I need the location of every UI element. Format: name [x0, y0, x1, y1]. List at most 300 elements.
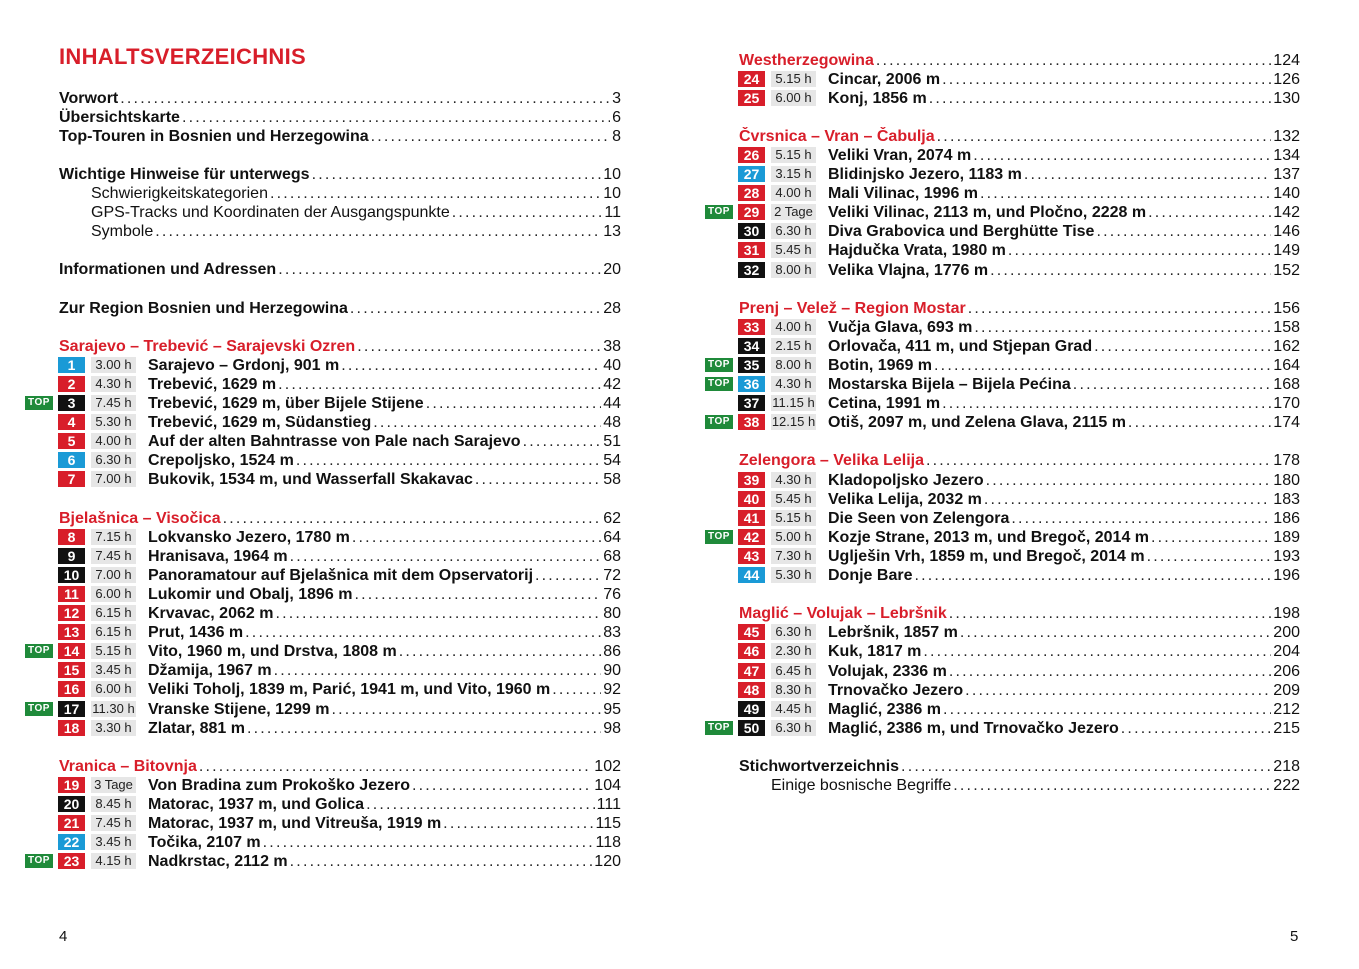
entry-line [828, 566, 1300, 585]
entry-title: Crepoljsko, 1524 m [148, 452, 294, 470]
tour-entry[interactable] [25, 776, 621, 795]
tour-number-badge: 31 [738, 242, 765, 258]
entry-line [828, 662, 1300, 681]
entry-title: Veliki Vilinac, 2113 m, und Pločno, 2228 m [828, 204, 1147, 222]
entry-line [148, 814, 621, 833]
duration-badge: 5.30 h [91, 414, 136, 430]
section-entry[interactable] [705, 51, 1300, 70]
entry-title: Matorac, 1937 m, und Golica [148, 795, 365, 813]
page-number: 10 [603, 184, 621, 202]
duration-badge: 4.30 h [771, 376, 816, 392]
duration-badge: 4.00 h [771, 185, 816, 201]
entry-line [148, 413, 621, 432]
section-entry[interactable] [705, 299, 1300, 318]
toc-entry[interactable] [25, 260, 621, 279]
page-number: 196 [1273, 567, 1300, 585]
tour-entry[interactable] [25, 375, 621, 394]
tour-number-badge: 20 [58, 796, 85, 812]
tour-entry[interactable] [705, 89, 1300, 108]
duration-badge: 3.15 h [771, 166, 816, 182]
tour-number-badge: 45 [738, 624, 765, 640]
toc-entry[interactable] [705, 776, 1300, 795]
toc-column-left [25, 89, 621, 872]
leader-dots [937, 127, 1272, 146]
tour-entry[interactable] [705, 261, 1300, 280]
entry-line [148, 528, 621, 547]
duration-badge: 4.45 h [771, 701, 816, 717]
top-tour-badge: TOP [25, 644, 53, 658]
tour-entry[interactable] [25, 451, 621, 470]
entry-title: Kuk, 1817 m [828, 643, 922, 661]
section-entry[interactable] [705, 451, 1300, 470]
page-number: 111 [596, 795, 621, 813]
page-number: 20 [603, 261, 621, 279]
entry-title: Sarajevo – Trebević – Sarajevski Ozren [59, 337, 356, 355]
toc-entry[interactable] [25, 299, 621, 318]
entry-title: Hajdučka Vrata, 1980 m [828, 242, 1006, 260]
leader-dots [552, 680, 601, 699]
leader-dots [223, 509, 602, 528]
entry-title: Lukomir und Obalj, 1896 m [148, 585, 353, 603]
entry-title: Trebević, 1629 m, Südanstieg [148, 414, 372, 432]
leader-dots [876, 51, 1271, 70]
duration-badge: 6.45 h [771, 663, 816, 679]
entry-line [828, 471, 1300, 490]
leader-dots [182, 108, 610, 127]
leader-dots [535, 566, 601, 585]
entry-line [828, 337, 1300, 356]
page-number-right: 5 [1290, 928, 1299, 945]
entry-line [828, 203, 1300, 222]
tour-number-badge: 2 [58, 376, 85, 392]
tour-entry[interactable] [705, 700, 1300, 719]
section-entry[interactable] [25, 509, 621, 528]
duration-badge: 8.00 h [771, 357, 816, 373]
duration-badge: 6.00 h [771, 90, 816, 106]
tour-number-badge: 29 [738, 204, 765, 220]
tour-entry[interactable] [705, 662, 1300, 681]
tour-number-badge: 5 [58, 433, 85, 449]
entry-title: Donje Bare [828, 567, 913, 585]
spacer [25, 738, 621, 757]
duration-badge: 7.45 h [91, 395, 136, 411]
entry-line [148, 719, 621, 738]
page-number: 183 [1273, 490, 1300, 508]
entry-title: Čvrsnica – Vran – Čabulja [739, 127, 935, 145]
entry-line [59, 757, 621, 776]
entry-line [828, 623, 1300, 642]
page-number: 54 [603, 452, 621, 470]
spacer [25, 318, 621, 337]
leader-dots [901, 757, 1271, 776]
page-number: 76 [603, 585, 621, 603]
tour-number-badge: 13 [58, 624, 85, 640]
tour-number-badge: 40 [738, 491, 765, 507]
tour-number-badge: 28 [738, 185, 765, 201]
tour-entry[interactable] [25, 528, 621, 547]
tour-entry[interactable] [705, 241, 1300, 260]
page-number: 152 [1273, 261, 1300, 279]
top-tour-badge: TOP [25, 702, 53, 716]
entry-title: Lebršnik, 1857 m [828, 624, 958, 642]
top-tour-badge: TOP [705, 415, 733, 429]
tour-number-badge: 14 [58, 643, 85, 659]
leader-dots [949, 662, 1271, 681]
entry-title: Stichwortverzeichnis [739, 757, 900, 775]
tour-entry[interactable] [705, 490, 1300, 509]
leader-dots [942, 394, 1271, 413]
tour-number-badge: 34 [738, 338, 765, 354]
duration-badge: 2.15 h [771, 338, 816, 354]
tour-entry[interactable] [25, 700, 621, 719]
leader-dots [1094, 337, 1271, 356]
entry-title: Lokvansko Jezero, 1780 m [148, 528, 350, 546]
entry-title: Krvavac, 2062 m [148, 605, 274, 623]
leader-dots [942, 70, 1271, 89]
leader-dots [923, 642, 1271, 661]
entry-title: Symbole [91, 223, 154, 241]
page-number: 124 [1273, 51, 1300, 69]
leader-dots [426, 394, 602, 413]
entry-line [59, 509, 621, 528]
section-entry[interactable] [705, 604, 1300, 623]
page-number: 158 [1273, 318, 1300, 336]
page-number: 126 [1273, 70, 1300, 88]
leader-dots [399, 642, 602, 661]
page-number: 102 [594, 757, 621, 775]
top-tour-badge: TOP [705, 530, 733, 544]
tour-entry[interactable] [25, 432, 621, 451]
page-number: 40 [603, 356, 621, 374]
entry-line [59, 299, 621, 318]
entry-title: Prenj – Velež – Region Mostar [739, 299, 966, 317]
tour-entry[interactable] [705, 165, 1300, 184]
tour-number-badge: 48 [738, 682, 765, 698]
tour-entry[interactable] [705, 719, 1300, 738]
entry-line [148, 432, 621, 451]
tour-entry[interactable] [25, 604, 621, 623]
entry-title: Sarajevo – Grdonj, 901 m [148, 356, 340, 374]
entry-line [771, 776, 1300, 795]
leader-dots [990, 261, 1271, 280]
duration-badge: 6.30 h [91, 452, 136, 468]
leader-dots [263, 833, 594, 852]
tour-entry[interactable] [705, 642, 1300, 661]
leader-dots [331, 700, 601, 719]
entry-line [739, 451, 1300, 470]
tour-entry[interactable] [705, 566, 1300, 585]
entry-line [739, 299, 1300, 318]
top-tour-badge: TOP [705, 377, 733, 391]
spacer [705, 432, 1300, 451]
entry-title: Konj, 1856 m [828, 89, 927, 107]
page-number: 200 [1273, 624, 1300, 642]
tour-entry[interactable] [25, 661, 621, 680]
tour-entry[interactable] [705, 337, 1300, 356]
tour-number-badge: 42 [738, 529, 765, 545]
entry-line [828, 356, 1300, 375]
tour-entry[interactable] [705, 375, 1300, 394]
toc-entry[interactable] [25, 203, 621, 222]
duration-badge: 8.45 h [91, 796, 136, 812]
tour-entry[interactable] [705, 146, 1300, 165]
leader-dots [943, 700, 1271, 719]
page-number: 8 [612, 127, 621, 145]
tour-number-badge: 35 [738, 357, 765, 373]
leader-dots [1011, 509, 1271, 528]
entry-line [828, 184, 1300, 203]
entry-title: Zur Region Bosnien und Herzegowina [59, 299, 348, 317]
leader-dots [1147, 547, 1272, 566]
page-number: 146 [1273, 223, 1300, 241]
page-number: 178 [1273, 452, 1300, 470]
tour-entry[interactable] [25, 795, 621, 814]
tour-entry[interactable] [705, 222, 1300, 241]
entry-line [828, 165, 1300, 184]
entry-line [739, 51, 1300, 70]
toc-entry[interactable] [705, 757, 1300, 776]
leader-dots [155, 222, 601, 241]
entry-line [148, 470, 621, 489]
duration-badge: 5.15 h [91, 643, 136, 659]
entry-line [828, 681, 1300, 700]
tour-entry[interactable] [705, 413, 1300, 432]
tour-entry[interactable] [25, 413, 621, 432]
leader-dots [355, 585, 602, 604]
entry-line [148, 356, 621, 375]
tour-number-badge: 18 [58, 720, 85, 736]
tour-number-badge: 15 [58, 662, 85, 678]
tour-number-badge: 41 [738, 510, 765, 526]
duration-badge: 5.00 h [771, 529, 816, 545]
spacer [25, 489, 621, 508]
entry-line [828, 547, 1300, 566]
page-number: 168 [1273, 376, 1300, 394]
tour-entry[interactable] [705, 528, 1300, 547]
page-number: 90 [603, 662, 621, 680]
page-number: 95 [603, 700, 621, 718]
page-number: 42 [603, 375, 621, 393]
duration-badge: 5.15 h [771, 147, 816, 163]
toc-entry[interactable] [25, 222, 621, 241]
leader-dots [1073, 375, 1272, 394]
leader-dots [357, 337, 601, 356]
entry-title: Trnovačko Jezero [828, 681, 964, 699]
page-number: 48 [603, 414, 621, 432]
top-tour-badge: TOP [705, 721, 733, 735]
duration-badge: 7.00 h [91, 567, 136, 583]
page-number: 132 [1273, 127, 1300, 145]
tour-entry[interactable] [705, 203, 1300, 222]
entry-line [148, 623, 621, 642]
tour-number-badge: 9 [58, 548, 85, 564]
entry-line [828, 375, 1300, 394]
tour-number-badge: 21 [58, 815, 85, 831]
tour-number-badge: 19 [58, 777, 85, 793]
duration-badge: 5.15 h [771, 71, 816, 87]
section-entry[interactable] [25, 757, 621, 776]
page-number: 142 [1273, 204, 1300, 222]
spacer [705, 280, 1300, 299]
leader-dots [929, 89, 1272, 108]
toc-entry[interactable] [25, 89, 621, 108]
leader-dots [475, 470, 601, 489]
entry-line [91, 184, 621, 203]
page-number: 186 [1273, 509, 1300, 527]
spacer [705, 738, 1300, 757]
leader-dots [986, 471, 1272, 490]
entry-title: Schwierigkeitskategorien [91, 184, 268, 202]
entry-title: Die Seen von Zelengora [828, 509, 1010, 527]
tour-entry[interactable] [25, 356, 621, 375]
entry-title: Maglić, 2386 m [828, 700, 941, 718]
entry-title: Maglić – Volujak – Lebršnik [739, 605, 947, 623]
entry-line [828, 413, 1300, 432]
tour-entry[interactable] [705, 70, 1300, 89]
top-tour-badge: TOP [25, 854, 53, 868]
tour-number-badge: 33 [738, 319, 765, 335]
tour-entry[interactable] [25, 623, 621, 642]
entry-line [148, 604, 621, 623]
toc-entry[interactable] [25, 184, 621, 203]
entry-title: Cetina, 1991 m [828, 395, 941, 413]
entry-line [148, 852, 621, 871]
entry-line [828, 241, 1300, 260]
duration-badge: 3 Tage [91, 777, 136, 793]
tour-entry[interactable] [25, 394, 621, 413]
leader-dots [1128, 413, 1271, 432]
tour-entry[interactable] [25, 566, 621, 585]
tour-entry[interactable] [705, 509, 1300, 528]
tour-entry[interactable] [25, 719, 621, 738]
entry-line [59, 127, 621, 146]
duration-badge: 6.15 h [91, 624, 136, 640]
entry-title: Von Bradina zum Prokoško Jezero [148, 776, 410, 794]
tour-number-badge: 4 [58, 414, 85, 430]
page-number: 156 [1273, 299, 1300, 317]
page-number: 86 [603, 643, 621, 661]
page-number: 222 [1273, 777, 1300, 795]
tour-entry[interactable] [705, 184, 1300, 203]
page-number: 149 [1273, 242, 1300, 260]
tour-entry[interactable] [705, 623, 1300, 642]
tour-entry[interactable] [705, 547, 1300, 566]
toc-entry[interactable] [25, 127, 621, 146]
entry-title: Top-Touren in Bosnien und Herzegowina [59, 127, 369, 145]
tour-entry[interactable] [705, 356, 1300, 375]
tour-entry[interactable] [25, 852, 621, 871]
duration-badge: 7.30 h [771, 548, 816, 564]
page-number: 44 [603, 395, 621, 412]
entry-title: Vranske Stijene, 1299 m [148, 700, 330, 718]
leader-dots [278, 375, 601, 394]
entry-line [148, 375, 621, 394]
duration-badge: 3.45 h [91, 834, 136, 850]
entry-title: Volujak, 2336 m [828, 662, 947, 680]
duration-badge: 7.15 h [91, 529, 136, 545]
tour-entry[interactable] [25, 833, 621, 852]
duration-badge: 5.45 h [771, 491, 816, 507]
tour-entry[interactable] [705, 394, 1300, 413]
tour-entry[interactable] [25, 642, 621, 661]
leader-dots [968, 299, 1272, 318]
entry-title: Zlatar, 881 m [148, 719, 245, 737]
page-number: 170 [1273, 395, 1300, 413]
tour-entry[interactable] [25, 470, 621, 489]
duration-badge: 4.00 h [771, 319, 816, 335]
duration-badge: 7.45 h [91, 548, 136, 564]
page-number: 83 [603, 624, 621, 642]
tour-entry[interactable] [25, 585, 621, 604]
page-number: 164 [1273, 357, 1300, 374]
entry-title: Mostarska Bijela – Bijela Pećina [828, 376, 1071, 394]
entry-line [828, 490, 1300, 509]
entry-title: Džamija, 1967 m [148, 662, 272, 680]
leader-dots [290, 547, 602, 566]
page-number: 206 [1273, 662, 1300, 680]
tour-number-badge: 38 [738, 414, 765, 430]
toc-entry[interactable] [25, 165, 621, 184]
entry-title: Cincar, 2006 m [828, 70, 941, 88]
tour-entry[interactable] [705, 681, 1300, 700]
tour-entry[interactable] [705, 318, 1300, 337]
tour-number-badge: 50 [738, 720, 765, 736]
tour-entry[interactable] [25, 814, 621, 833]
tour-number-badge: 49 [738, 701, 765, 717]
tour-entry[interactable] [25, 680, 621, 699]
entry-line [148, 700, 621, 719]
duration-badge: 4.00 h [91, 433, 136, 449]
page-number: 13 [603, 223, 621, 241]
section-entry[interactable] [705, 127, 1300, 146]
entry-line [828, 261, 1300, 280]
leader-dots [1024, 165, 1271, 184]
duration-badge: 3.30 h [91, 720, 136, 736]
entry-line [148, 585, 621, 604]
tour-entry[interactable] [25, 547, 621, 566]
page-number: 134 [1273, 146, 1300, 164]
page-number: 212 [1273, 700, 1300, 718]
leader-dots [974, 318, 1271, 337]
page-number: 162 [1273, 337, 1300, 355]
duration-badge: 6.00 h [91, 586, 136, 602]
entry-line [148, 833, 621, 852]
entry-line [148, 680, 621, 699]
leader-dots [120, 89, 610, 108]
duration-badge: 4.30 h [91, 376, 136, 392]
tour-number-badge: 30 [738, 223, 765, 239]
section-entry[interactable] [25, 337, 621, 356]
spacer [25, 241, 621, 260]
duration-badge: 6.30 h [771, 624, 816, 640]
leader-dots [275, 604, 601, 623]
entry-title: Mali Vilinac, 1996 m [828, 185, 979, 203]
entry-title: Wichtige Hinweise für unterwegs [59, 165, 310, 183]
tour-entry[interactable] [705, 471, 1300, 490]
tour-number-badge: 10 [58, 567, 85, 583]
entry-line [828, 642, 1300, 661]
duration-badge: 6.30 h [771, 720, 816, 736]
tour-number-badge: 7 [58, 471, 85, 487]
entry-line [828, 394, 1300, 413]
page-number: 120 [594, 853, 621, 871]
entry-title: Übersichtskarte [59, 108, 180, 126]
entry-line [59, 165, 621, 184]
tour-number-badge: 32 [738, 262, 765, 278]
entry-title: Kozje Strane, 2013 m, und Bregoč, 2014 m [828, 528, 1150, 546]
toc-entry[interactable] [25, 108, 621, 127]
tour-number-badge: 11 [58, 586, 85, 602]
